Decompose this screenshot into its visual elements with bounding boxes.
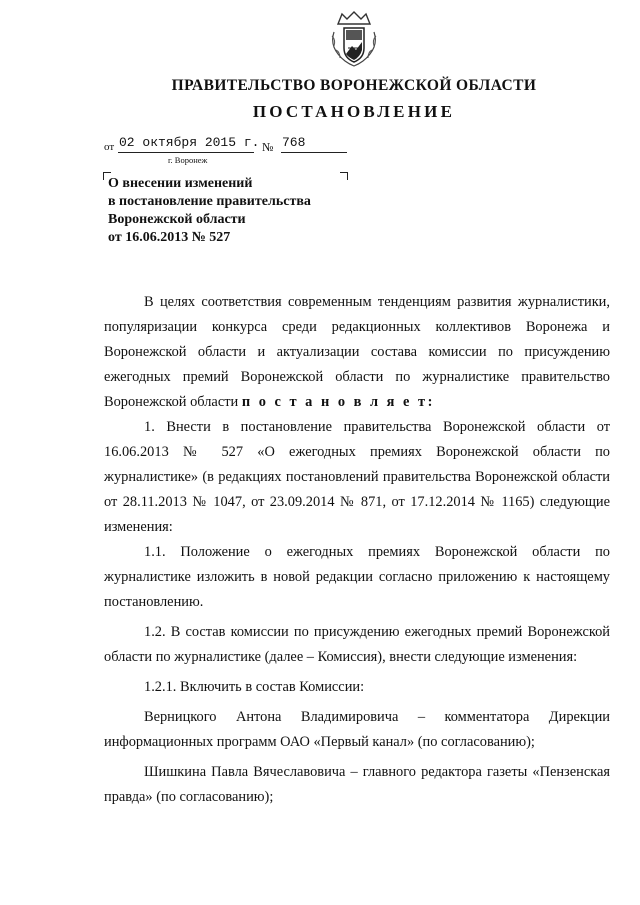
decree-word: п о с т а н о в л я е т: — [241, 394, 435, 410]
body-paragraph: Шишкина Павла Вячеславовича – главного редактора газеты «Пензенская правда» (по согласованию); — [104, 764, 610, 805]
document-type-title: ПОСТАНОВЛЕНИЕ — [252, 102, 456, 121]
body-paragraph: Верницкого Антона Владимировича – комментатора Дирекции информационных программ ОАО «Первый канал» (по согласованию); — [104, 709, 610, 750]
number-underline — [281, 152, 347, 153]
subject-line: от 16.06.2013 № 527 — [108, 230, 231, 245]
body-paragraph: 1.2.1. Включить в состав Комиссии: — [144, 679, 365, 695]
coat-of-arms-icon — [330, 10, 378, 68]
preamble-paragraph — [104, 290, 610, 415]
body-paragraph: 1.1. Положение о ежегодных премиях Воронежской области по журналистике изложить в новой редакции согласно приложению к настоящему постановлению. — [104, 544, 610, 610]
number-prefix: № — [262, 140, 274, 154]
date-prefix: от — [104, 141, 115, 153]
subject-line: О внесении изменений — [108, 176, 253, 191]
date-underline — [118, 152, 254, 153]
body-paragraph: 1. Внести в постановление правительства Воронежской области от 16.06.2013 № 527 «О ежегодных премиях Воронежской области по журналистике» (в редакциях постановлений правительства Воронежской области от 28.11.2013 № 1047, от 23.09.2014 № 871, от 17.12.2014 № 1165) следующие изменения: — [104, 419, 610, 535]
preamble-text: В целях соответствия современным тенденциям развития журналистики, популяризации конкурса среди редакционных коллективов Воронежа и Воронежской области и актуализации состава комиссии по присуждению ежегодных премий Воронежской области по журналистике правительство Воронежской области — [104, 294, 610, 410]
body-paragraph: 1.2. В состав комиссии по присуждению ежегодных премий Воронежской области по журналистике (далее – Комиссия), внести следующие изменения: — [104, 624, 610, 665]
document-number: 768 — [282, 135, 306, 150]
organization-title: ПРАВИТЕЛЬСТВО ВОРОНЕЖСКОЙ ОБЛАСТИ — [171, 77, 537, 94]
subject-line: в постановление правительства — [108, 194, 311, 209]
city-label: г. Воронеж — [168, 155, 208, 165]
document-body — [104, 290, 610, 810]
subject-line: Воронежской области — [108, 212, 246, 227]
document-subject — [108, 175, 348, 247]
document-date: 02 октября 2015 г. — [119, 135, 260, 150]
